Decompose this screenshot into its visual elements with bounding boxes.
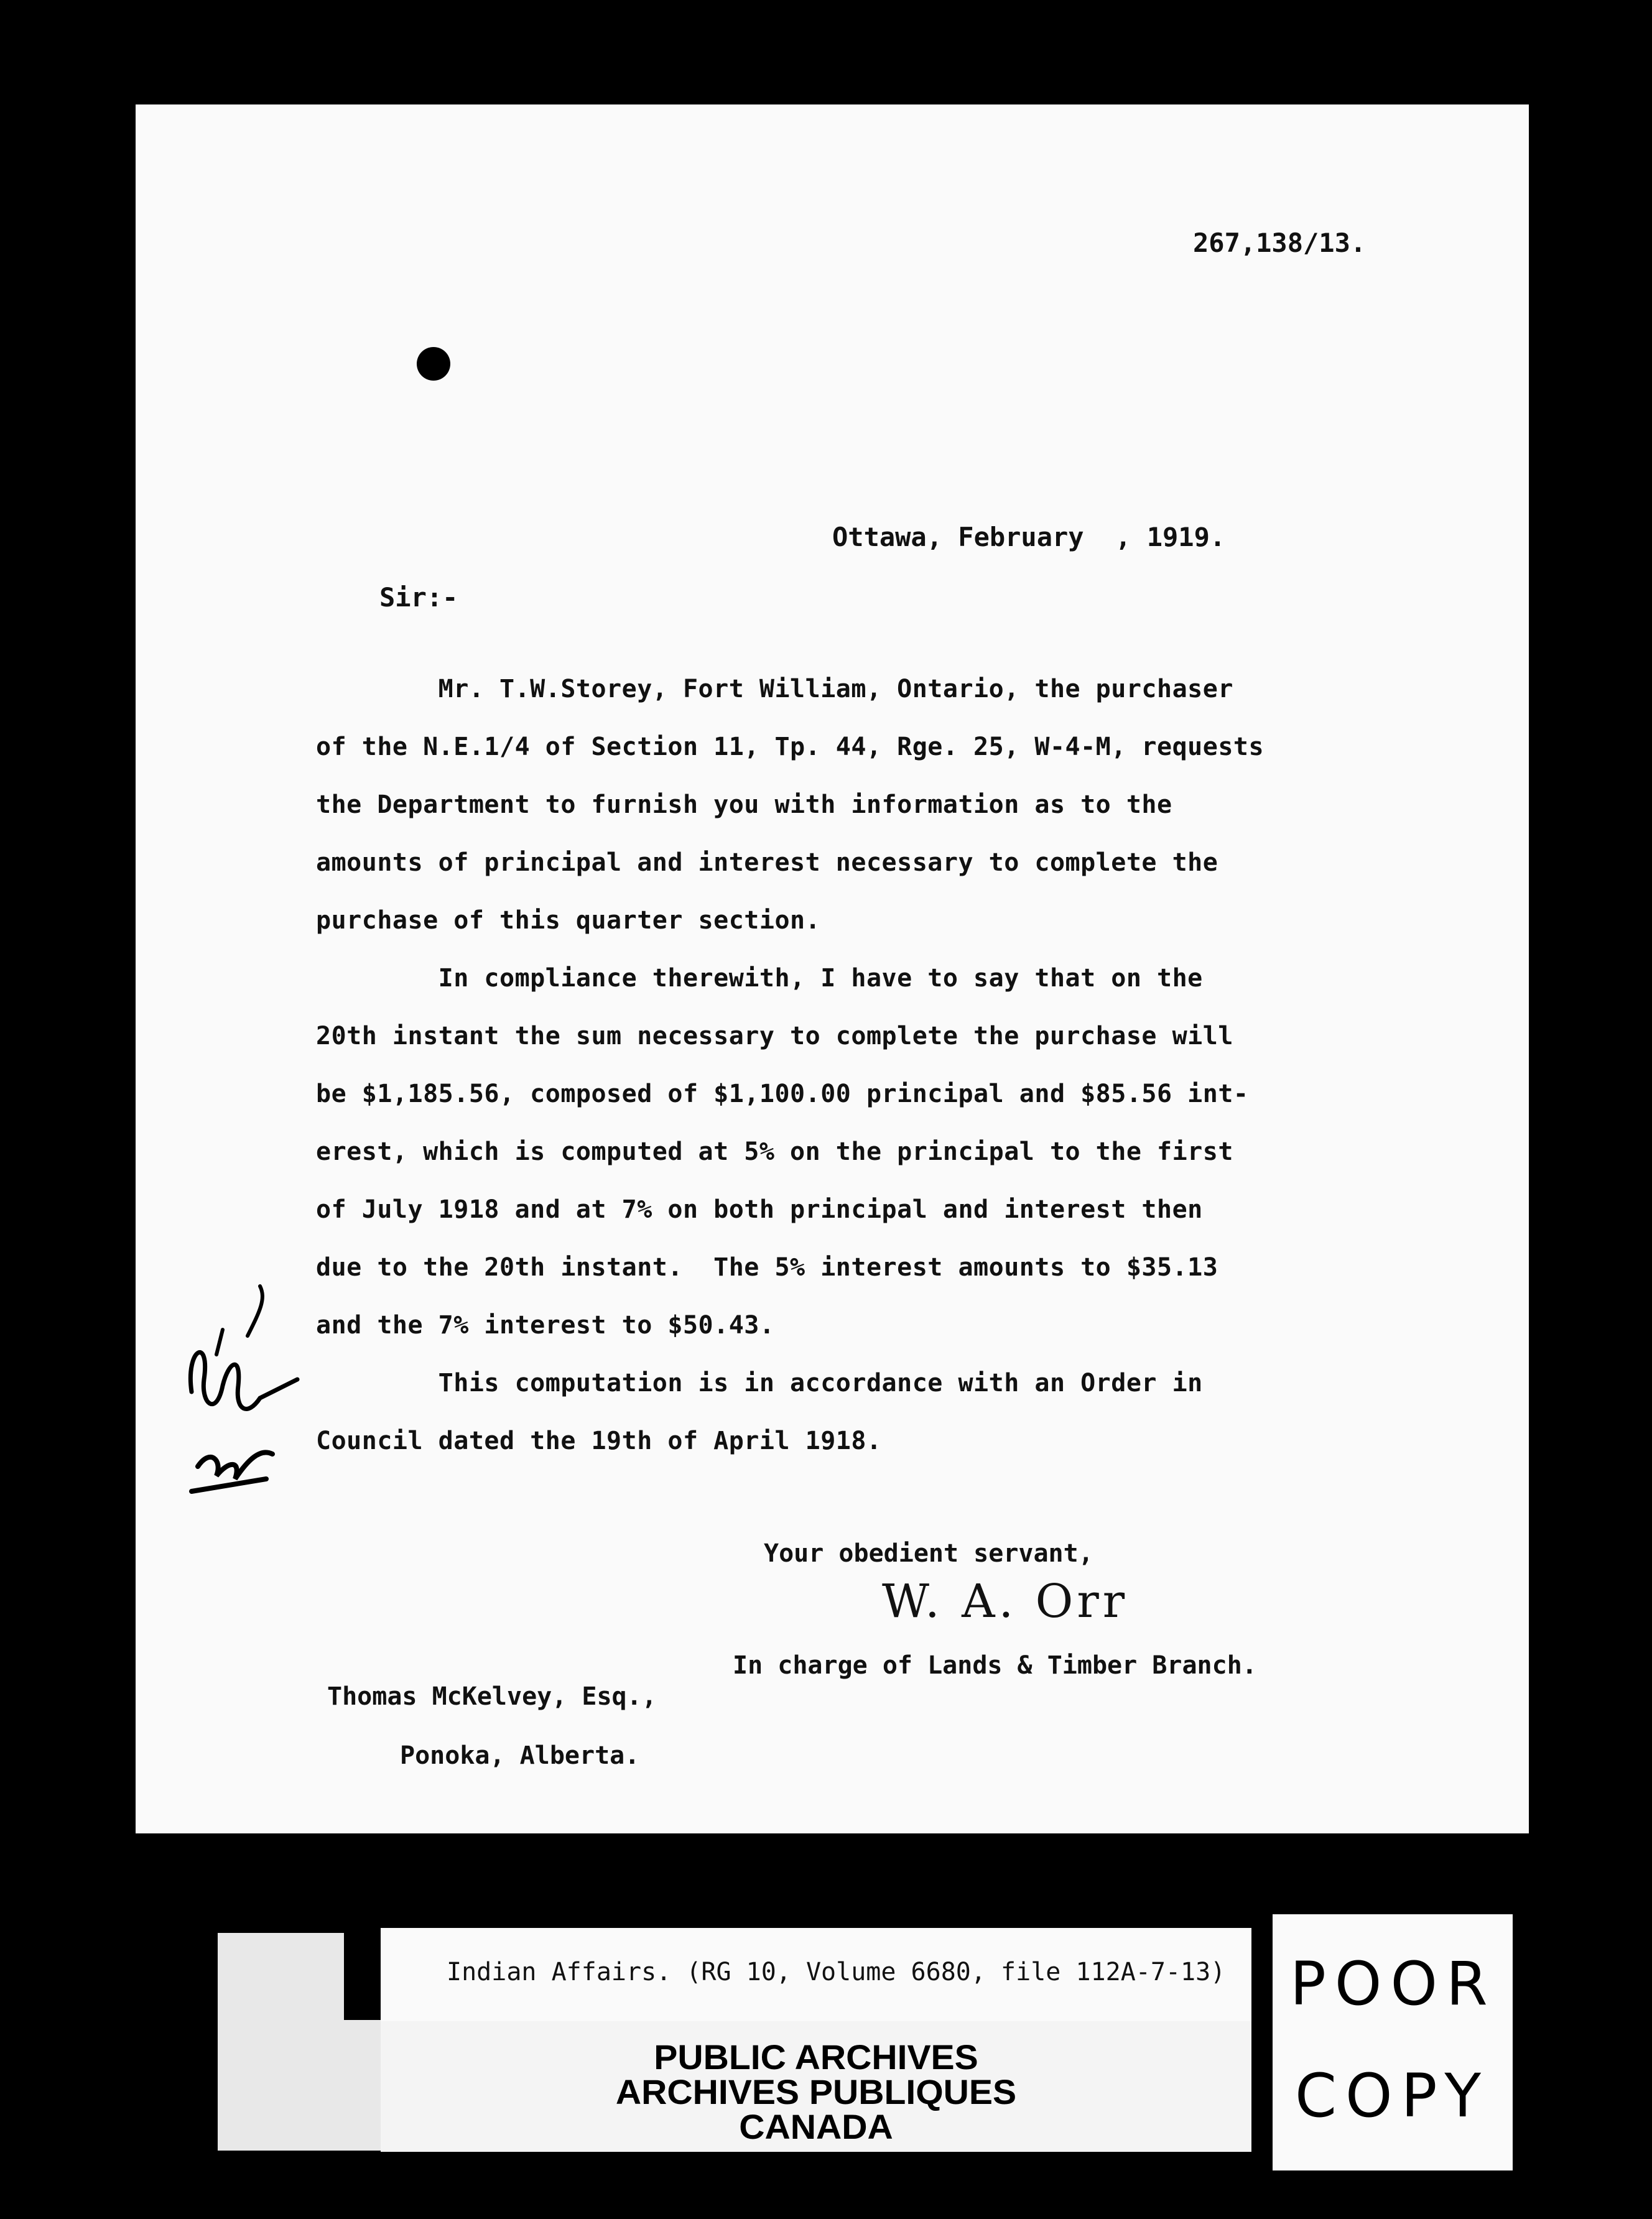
body-line: the Department to furnish you with information as to the	[316, 790, 1172, 819]
body-line: erest, which is computed at 5% on the principal to the first	[316, 1137, 1233, 1166]
body-line: be $1,185.56, composed of $1,100.00 principal and $85.56 int-	[316, 1080, 1249, 1108]
body-line: 20th instant the sum necessary to complete the purchase will	[316, 1022, 1233, 1050]
quality-note-line-1: POOR	[1290, 1949, 1497, 2019]
stamp-line-country: CANADA	[739, 2107, 893, 2146]
archive-label-tab	[344, 1933, 381, 2020]
archive-file-caption: Indian Affairs. (RG 10, Volume 6680, file 112A-7-13)	[447, 1958, 1226, 1986]
body-line: Council dated the 19th of April 1918.	[316, 1427, 882, 1455]
file-reference-number: 267,138/13.	[1193, 228, 1367, 258]
signature: W. A. Orr	[882, 1575, 1129, 1628]
body-line: purchase of this quarter section.	[316, 906, 821, 935]
body-line: amounts of principal and interest necessary to complete the	[316, 848, 1218, 877]
closing-phrase: Your obedient servant,	[764, 1539, 1093, 1568]
quality-note	[1273, 1914, 1513, 2170]
punch-hole	[417, 347, 450, 381]
archive-caption-strip	[381, 1928, 1251, 2021]
quality-note-line-2: COPY	[1295, 2061, 1490, 2131]
archive-stamp	[381, 2021, 1251, 2152]
body-line: of the N.E.1/4 of Section 11, Tp. 44, Rge. 25, W-4-M, requests	[316, 733, 1265, 761]
body-line: of July 1918 and at 7% on both principal and interest then	[316, 1195, 1203, 1224]
addressee-location: Ponoka, Alberta.	[400, 1741, 640, 1770]
salutation: Sir:-	[379, 582, 458, 613]
body-line: In compliance therewith, I have to say that on the	[316, 964, 1203, 993]
letter-page	[136, 104, 1529, 1833]
branch-title: In charge of Lands & Timber Branch.	[733, 1651, 1257, 1680]
handwritten-margin-initials	[173, 1261, 322, 1522]
body-line: This computation is in accordance with an Order in	[316, 1369, 1203, 1397]
dateline: Ottawa, February , 1919.	[832, 522, 1226, 552]
stamp-line-english: PUBLIC ARCHIVES	[654, 2037, 978, 2077]
body-line: due to the 20th instant. The 5% interest amounts to $35.13	[316, 1253, 1218, 1282]
body-line: and the 7% interest to $50.43.	[316, 1311, 775, 1340]
addressee-name: Thomas McKelvey, Esq.,	[327, 1682, 657, 1711]
body-line: Mr. T.W.Storey, Fort William, Ontario, the purchaser	[316, 675, 1233, 703]
stamp-line-french: ARCHIVES PUBLIQUES	[615, 2072, 1017, 2111]
